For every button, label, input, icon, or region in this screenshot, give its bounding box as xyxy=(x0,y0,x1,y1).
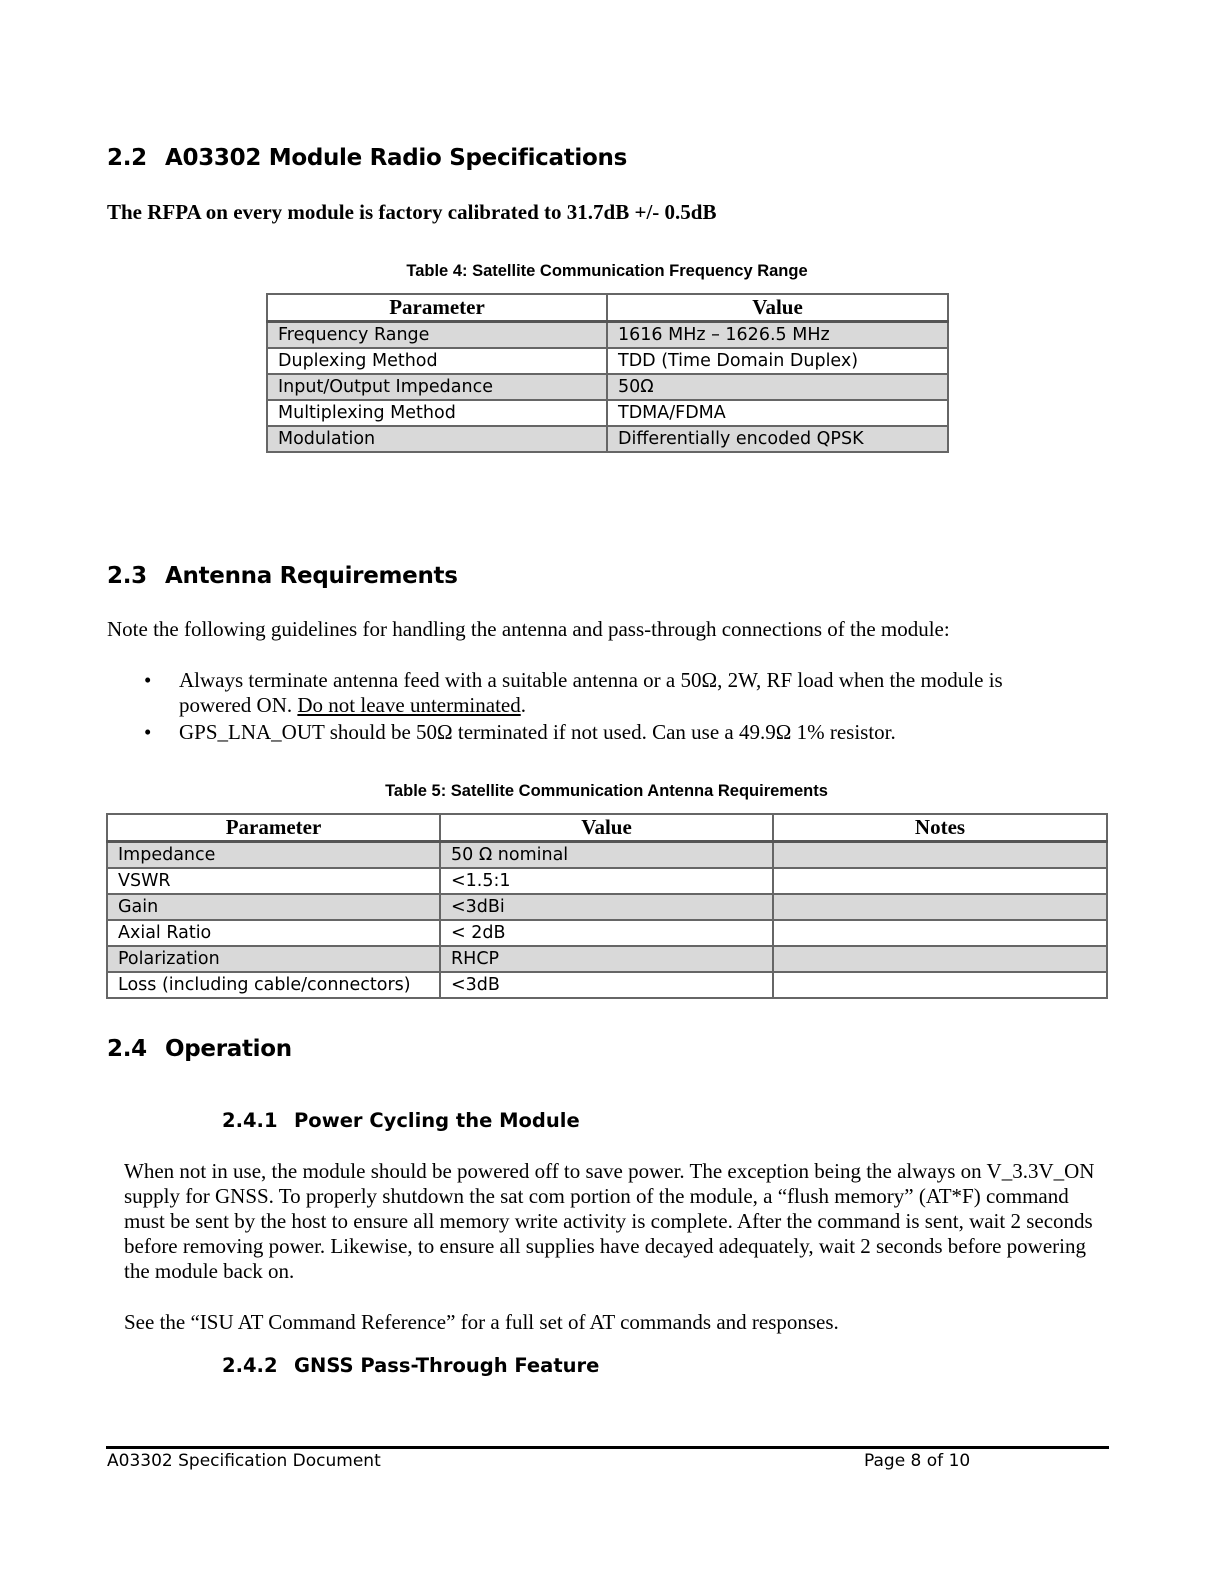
footer-divider xyxy=(106,1446,1109,1449)
table-4-caption: Table 4: Satellite Communication Frequency Range xyxy=(406,262,808,280)
table-cell: <3dB xyxy=(440,972,773,998)
table-row xyxy=(107,868,1107,894)
table-cell xyxy=(773,972,1107,998)
column-header: Value xyxy=(607,294,948,322)
table-cell: 1616 MHz – 1626.5 MHz xyxy=(607,322,948,349)
table-cell xyxy=(773,894,1107,920)
table-cell: Input/Output Impedance xyxy=(267,374,607,400)
column-header: Value xyxy=(440,814,773,842)
table-cell: Loss (including cable/connectors) xyxy=(107,972,440,998)
footer-document-name: A03302 Specification Document xyxy=(107,1451,381,1471)
section-title: Antenna Requirements xyxy=(165,563,458,589)
section-title: A03302 Module Radio Specifications xyxy=(165,145,627,171)
list-item xyxy=(107,720,1067,745)
table-cell xyxy=(773,920,1107,946)
table-5-caption: Table 5: Satellite Communication Antenna Requirements xyxy=(385,782,828,800)
table-cell: Frequency Range xyxy=(267,322,607,349)
section-title: GNSS Pass-Through Feature xyxy=(294,1354,600,1377)
section-2-3-heading xyxy=(107,563,458,589)
bullet-text: Always terminate antenna feed with a suitable antenna or a 50Ω, 2W, RF load when the module is powered ON. xyxy=(179,668,1003,717)
list-item xyxy=(107,668,1067,718)
table-cell: Polarization xyxy=(107,946,440,972)
table-cell: TDD (Time Domain Duplex) xyxy=(607,348,948,374)
table-cell: 50Ω xyxy=(607,374,948,400)
table-row xyxy=(267,322,948,349)
at-command-reference-paragraph: See the “ISU AT Command Reference” for a full set of AT commands and responses. xyxy=(124,1310,839,1334)
table-row xyxy=(107,946,1107,972)
bullet-text-end: . xyxy=(520,693,526,717)
bullet-icon: • xyxy=(144,720,152,744)
table-cell: Impedance xyxy=(107,842,440,869)
table-cell xyxy=(773,868,1107,894)
table-row xyxy=(267,426,948,452)
section-2-2-heading xyxy=(107,145,627,171)
table-cell: Modulation xyxy=(267,426,607,452)
table-cell: TDMA/FDMA xyxy=(607,400,948,426)
table-cell: Multiplexing Method xyxy=(267,400,607,426)
section-2-4-1-heading xyxy=(222,1109,580,1132)
table-cell: Differentially encoded QPSK xyxy=(607,426,948,452)
column-header: Parameter xyxy=(107,814,440,842)
antenna-intro: Note the following guidelines for handling the antenna and pass-through connections of the module: xyxy=(107,617,950,641)
table-row xyxy=(267,348,948,374)
table-row xyxy=(107,972,1107,998)
section-2-4-heading xyxy=(107,1036,292,1062)
bullet-icon: • xyxy=(144,668,152,692)
section-2-4-2-heading xyxy=(222,1354,599,1377)
section-number: 2.4.2 xyxy=(222,1354,278,1377)
section-number: 2.3 xyxy=(107,563,147,589)
table-row xyxy=(267,374,948,400)
table-row xyxy=(267,400,948,426)
antenna-guidelines-list xyxy=(107,668,1067,745)
section-title: Power Cycling the Module xyxy=(294,1109,580,1132)
calibration-note: The RFPA on every module is factory calibrated to 31.7dB +/- 0.5dB xyxy=(107,200,717,224)
section-number: 2.4.1 xyxy=(222,1109,278,1132)
table-cell: < 2dB xyxy=(440,920,773,946)
table-row xyxy=(107,842,1107,869)
table-header-row xyxy=(107,814,1107,842)
table-5 xyxy=(106,813,1108,999)
table-cell xyxy=(773,842,1107,869)
table-row xyxy=(107,920,1107,946)
power-cycling-paragraph: When not in use, the module should be powered off to save power. The exception being the always on V_3.3V_ON supply for GNSS. To properly shutdown the sat com portion of the module, a “flush memory” (AT*F) command must be sent by the host to ensure all memory write activity is complete. After the command is sent, wait 2 seconds before removing power. Likewise, to ensure all supplies have decayed adequately, wait 2 seconds before powering the module back on. xyxy=(124,1159,1095,1283)
table-cell: VSWR xyxy=(107,868,440,894)
table-cell: Gain xyxy=(107,894,440,920)
bullet-text: GPS_LNA_OUT should be 50Ω terminated if not used. Can use a 49.9Ω 1% resistor. xyxy=(179,720,896,744)
table-cell: <1.5:1 xyxy=(440,868,773,894)
table-4 xyxy=(266,293,949,453)
column-header: Parameter xyxy=(267,294,607,322)
column-header: Notes xyxy=(773,814,1107,842)
table-cell: <3dBi xyxy=(440,894,773,920)
table-cell xyxy=(773,946,1107,972)
table-cell: Duplexing Method xyxy=(267,348,607,374)
section-number: 2.4 xyxy=(107,1036,147,1062)
table-cell: Axial Ratio xyxy=(107,920,440,946)
table-cell: 50 Ω nominal xyxy=(440,842,773,869)
section-number: 2.2 xyxy=(107,145,147,171)
footer-page-number: Page 8 of 10 xyxy=(864,1451,971,1471)
underlined-warning: Do not leave unterminated xyxy=(297,693,521,717)
section-title: Operation xyxy=(165,1036,292,1062)
table-cell: RHCP xyxy=(440,946,773,972)
table-row xyxy=(107,894,1107,920)
table-header-row xyxy=(267,294,948,322)
